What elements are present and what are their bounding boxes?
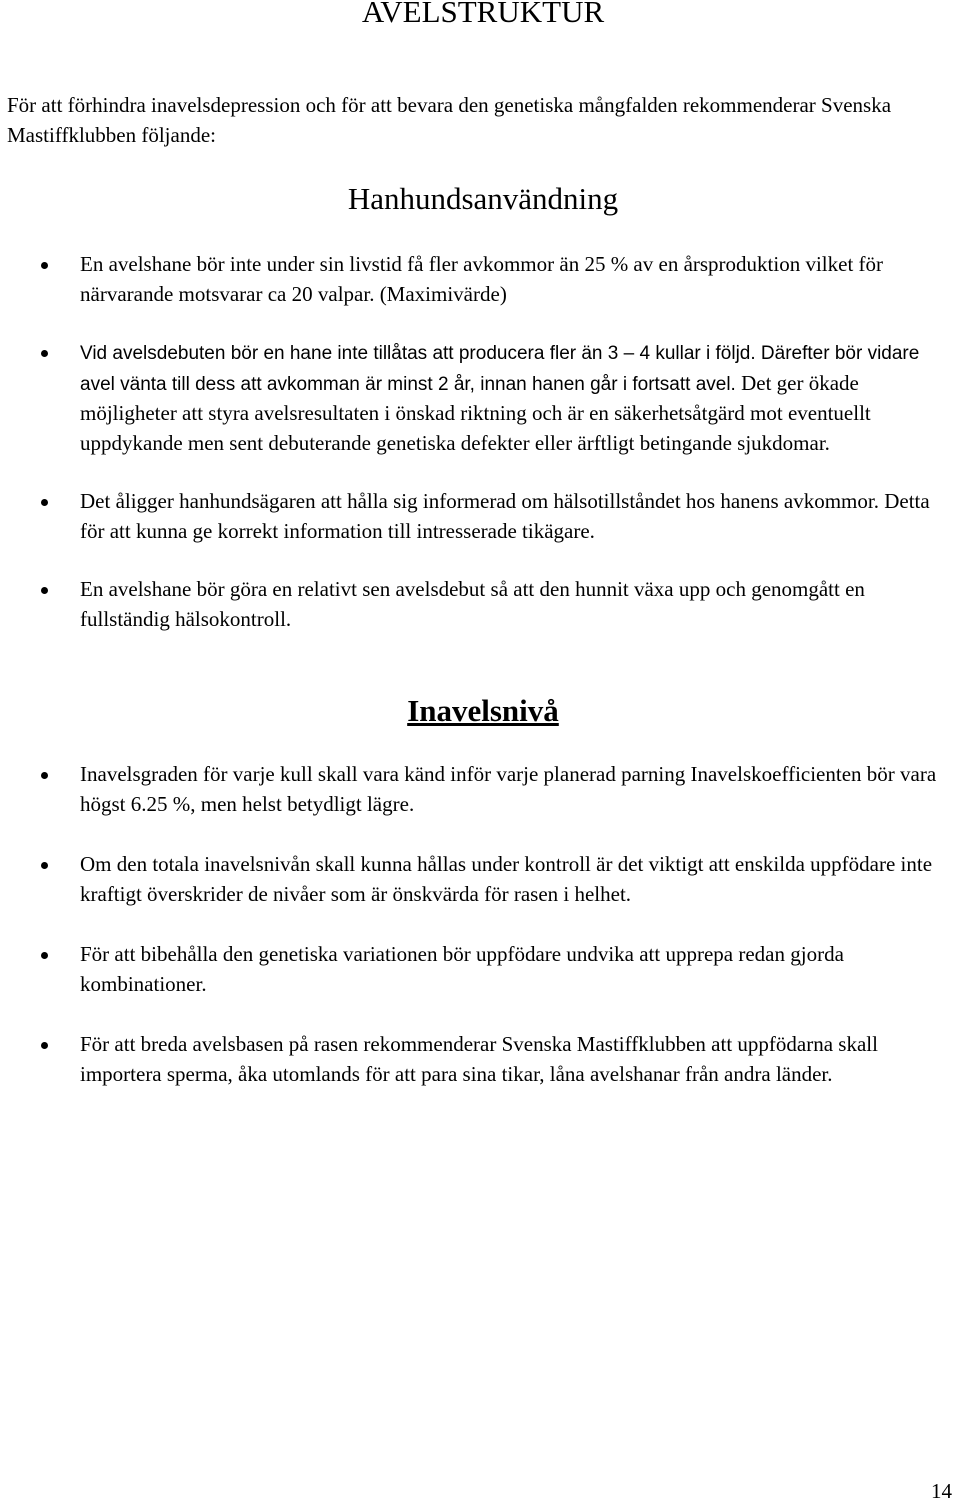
bullet-icon	[41, 350, 48, 357]
inavel-bullet-list	[0, 760, 960, 1089]
list-item-text-sans: Vid avelsdebuten bör en hane inte tillåtas att producera fler än 3 – 4 kullar i följd. Därefter bör vidare avel vänta till dess att avkomman är minst 2 år, innan hanen går i fortsatt avel.	[80, 343, 920, 395]
page-number: 14	[931, 1479, 952, 1503]
intro-paragraph: För att förhindra inavelsdepression och för att bevara den genetiska mångfalden rekommenderar Svenska Mastiffklubben följande:	[7, 93, 892, 147]
list-item	[0, 850, 960, 909]
list-item	[0, 575, 960, 634]
list-item	[0, 250, 960, 309]
list-item-text: Det ger ökade möjligheter att styra avelsresultaten i önskad riktning och är en säkerhetsåtgärd mot eventuellt uppdykande men sent debuterande genetiska defekter eller ärftligt betingande sjukdomar.	[80, 370, 871, 455]
list-item-text: Det åligger hanhundsägaren att hålla sig informerad om hälsotillståndet hos hanens avkommor. Detta för att kunna ge korrekt information till intresserade tikägare.	[80, 489, 930, 543]
bullet-icon	[41, 772, 48, 779]
bullet-icon	[41, 862, 48, 869]
bullet-icon	[41, 952, 48, 959]
bullet-icon	[41, 499, 48, 506]
hanhund-bullet-list	[0, 250, 960, 634]
list-item-text: En avelshane bör inte under sin livstid få fler avkommor än 25 % av en årsproduktion vilket för närvarande motsvarar ca 20 valpar. (Maximivärde)	[80, 252, 884, 306]
list-item-text: Inavelsgraden för varje kull skall vara känd inför varje planerad parning Inavelskoefficienten bör vara högst 6.25 %, men helst betydligt lägre.	[80, 762, 937, 816]
bullet-icon	[41, 1042, 48, 1049]
section-heading-hanhundsanvandning: Hanhundsanvändning	[347, 181, 619, 216]
list-item-text: Om den totala inavelsnivån skall kunna hållas under kontroll är det viktigt att enskilda uppfödare inte kraftigt överskrider de nivåer som är önskvärda för rasen i helhet.	[80, 852, 933, 906]
bullet-icon	[41, 587, 48, 594]
list-item-text: För att bibehålla den genetiska variationen bör uppfödare undvika att upprepa redan gjorda kombinationer.	[80, 942, 844, 996]
list-item-text: En avelshane bör göra en relativt sen avelsdebut så att den hunnit växa upp och genomgått en fullständig hälsokontroll.	[80, 577, 865, 631]
list-item-text: För att breda avelsbasen på rasen rekommenderar Svenska Mastiffklubben att uppfödarna skall importera sperma, åka utomlands för att para sina tikar, låna avelshanar från andra länder.	[80, 1032, 878, 1086]
section-heading-inavelsniva: Inavelsnivå	[407, 693, 559, 728]
list-item	[0, 760, 960, 819]
page-title: AVELSTRUKTUR	[361, 0, 605, 29]
list-item	[0, 940, 960, 999]
bullet-icon	[41, 262, 48, 269]
list-item	[0, 1030, 960, 1089]
list-item	[0, 338, 960, 458]
list-item	[0, 487, 960, 546]
